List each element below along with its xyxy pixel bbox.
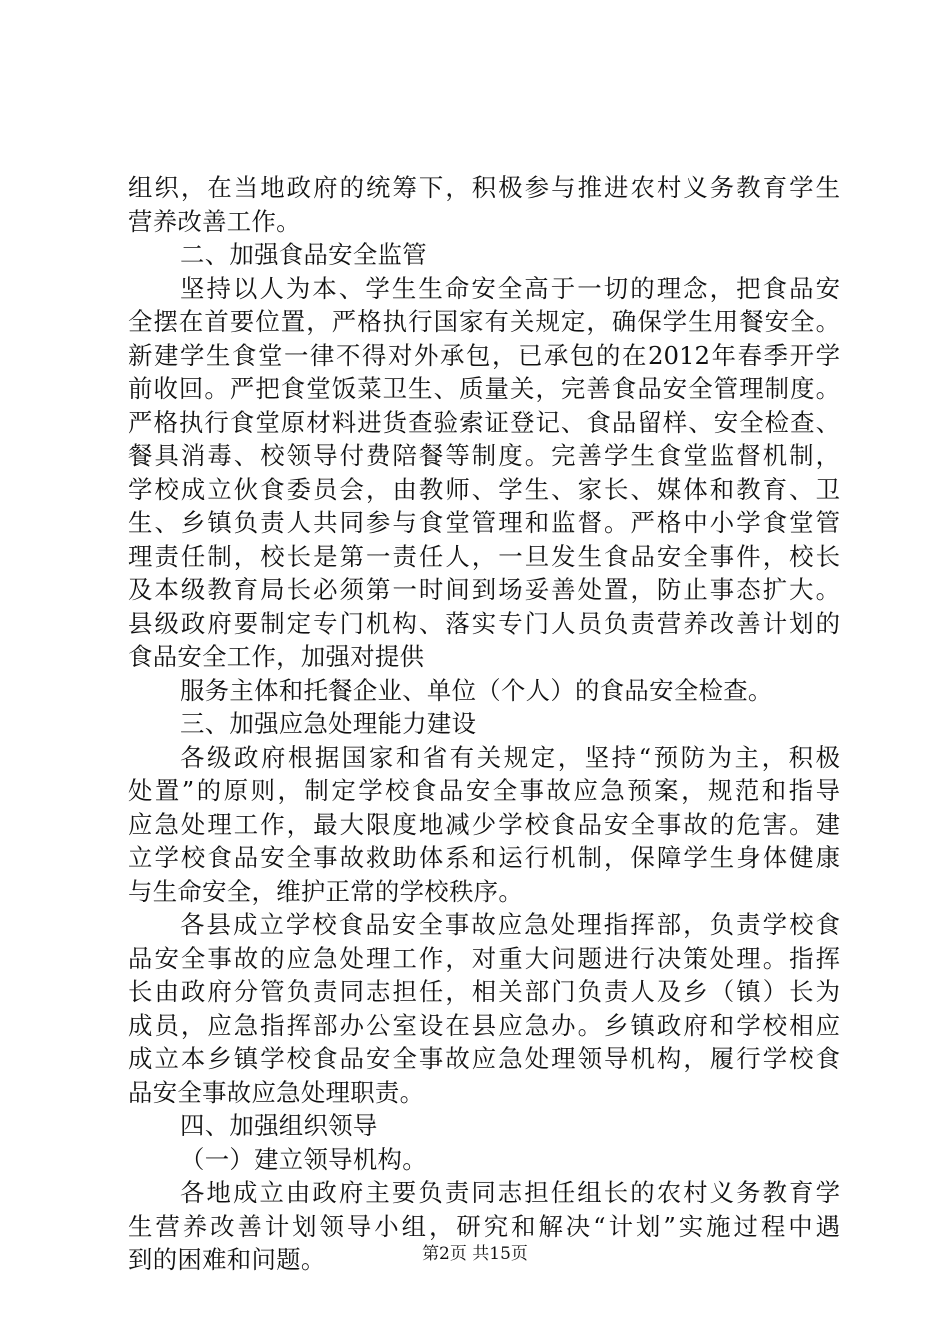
- text-line: 前收回。严把食堂饭菜卫生、质量关，完善食品安全管理制度。: [128, 374, 840, 403]
- text-line: 坚持以人为本、学生生命安全高于一切的理念，把食品安: [180, 273, 840, 303]
- text-line: 品安全事故的应急处理工作，对重大问题进行决策处理。指挥: [128, 943, 840, 973]
- text-line: 四、加强组织领导: [180, 1111, 378, 1140]
- text-line: 全摆在首要位置，严格执行国家有关规定，确保学生用餐安全。: [128, 307, 840, 336]
- text-line: 县级政府要制定专门机构、落实专门人员负责营养改善计划的: [128, 608, 840, 638]
- text-line: 餐具消毒、校领导付费陪餐等制度。完善学生食堂监督机制，: [128, 441, 840, 470]
- text-line: 生、乡镇负责人共同参与食堂管理和监督。严格中小学食堂管: [128, 508, 840, 537]
- text-line: 严格执行食堂原材料进货查验索证登记、食品留样、安全检查、: [128, 407, 840, 437]
- text-line: 长由政府分管负责同志担任，相关部门负责人及乡（镇）长为: [128, 977, 840, 1006]
- text-line: 成员，应急指挥部办公室设在县应急办。乡镇政府和学校相应: [128, 1010, 840, 1040]
- text-line: 应急处理工作，最大限度地减少学校食品安全事故的危害。建: [128, 809, 840, 839]
- text-line: 各县成立学校食品安全事故应急处理指挥部，负责学校食: [180, 910, 840, 939]
- text-line: 与生命安全，维护正常的学校秩序。: [128, 876, 524, 906]
- text-line: 立学校食品安全事故救助体系和运行机制，保障学生身体健康: [128, 843, 840, 872]
- text-line: （一）建立领导机构。: [180, 1144, 427, 1174]
- text-line: 生营养改善计划领导小组，研究和解决“计划”实施过程中遇: [128, 1211, 840, 1241]
- text-line: 三、加强应急处理能力建设: [180, 709, 477, 738]
- document-body: [128, 171, 840, 1277]
- text-line: 成立本乡镇学校食品安全事故应急处理领导机构，履行学校食: [128, 1044, 840, 1073]
- text-line: 各级政府根据国家和省有关规定，坚持“预防为主，积极: [180, 742, 840, 772]
- text-line: 新建学生食堂一律不得对外承包，已承包的在2012年春季开学: [128, 340, 840, 370]
- text-line: 食品安全工作，加强对提供: [128, 642, 425, 671]
- text-line: 学校成立伙食委员会，由教师、学生、家长、媒体和教育、卫: [128, 474, 840, 504]
- text-line: 理责任制，校长是第一责任人，一旦发生食品安全事件，校长: [128, 541, 840, 571]
- page-footer: 第2页 共15页: [422, 1244, 528, 1264]
- text-line: 品安全事故应急处理职责。: [128, 1077, 425, 1107]
- text-line: 二、加强食品安全监管: [180, 240, 427, 269]
- text-line: 营养改善工作。: [128, 206, 301, 236]
- text-line: 服务主体和托餐企业、单位（个人）的食品安全检查。: [180, 675, 773, 705]
- text-line: 及本级教育局长必须第一时间到场妥善处置，防止事态扩大。: [128, 575, 840, 604]
- text-line: 处置”的原则，制定学校食品安全事故应急预案，规范和指导: [128, 776, 840, 805]
- text-line: 组织，在当地政府的统筹下，积极参与推进农村义务教育学生: [128, 173, 840, 202]
- text-line: 到的困难和问题。: [128, 1245, 326, 1274]
- text-line: 各地成立由政府主要负责同志担任组长的农村义务教育学: [180, 1178, 840, 1207]
